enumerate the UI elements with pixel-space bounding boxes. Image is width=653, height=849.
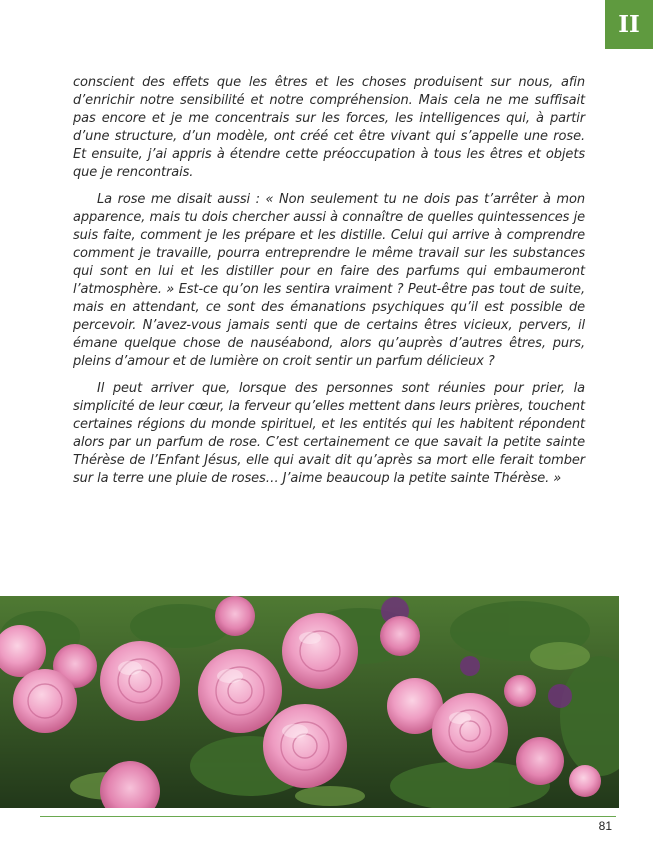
paragraph-1: conscient des effets que les êtres et les choses produisent sur nous, afin d’enrichir notre sensibilité et notre compréhension. Mais cela ne me suffisait pas encore et je me concentrais sur les forces, les intelligences qui, à partir d’une structure, d’un modèle, ont créé cet être vivant qui s’appelle une rose. Et ensuite, j’ai appris à étendre cette préoccupation à tous les êtres et objets que je rencontrais.: [73, 75, 585, 181]
rose-photo: [0, 596, 619, 808]
chapter-tab: II: [605, 0, 653, 49]
body-text: [73, 74, 585, 496]
paragraph-2: La rose me disait aussi : « Non seulement tu ne dois pas t’arrêter à mon apparence, mais tu dois chercher aussi à connaître de quelles quintessences je suis faite, comment je les prépare et les distille. Celui qui arrive à comprendre comment je travaille, pourra entreprendre le même travail sur les substances qui sont en lui et les distiller pour en faire des parfums qui embaumeront l’atmosphère. » Est-ce qu’on les sentira vraiment ? Peut-être pas tout de suite, mais en attendant, ce sont des émanations psychiques qu’il est possible de percevoir. N’avez-vous jamais senti que de certains êtres vicieux, pervers, il émane quelque chose de nauséabond, alors qu’auprès d’autres êtres, purs, pleins d’amour et de lumière on croit sentir un parfum délicieux ?: [73, 191, 585, 370]
page-number: 81: [598, 819, 612, 833]
paragraph-3: Il peut arriver que, lorsque des personnes sont réunies pour prier, la simplicité de leur cœur, la ferveur qu’elles mettent dans leurs prières, touchent certaines régions du monde spirituel, et les entités qui les habitent répondent alors par un parfum de rose. C’est certainement ce que savait la petite sainte Thérèse de l’Enfant Jésus, elle qui avait dit qu’après sa mort elle ferait tomber sur la terre une pluie de roses… J’aime beaucoup la petite sainte Thérèse. »: [73, 380, 585, 486]
footer-rule: [40, 816, 616, 817]
rose-garden-illustration: [0, 596, 619, 808]
